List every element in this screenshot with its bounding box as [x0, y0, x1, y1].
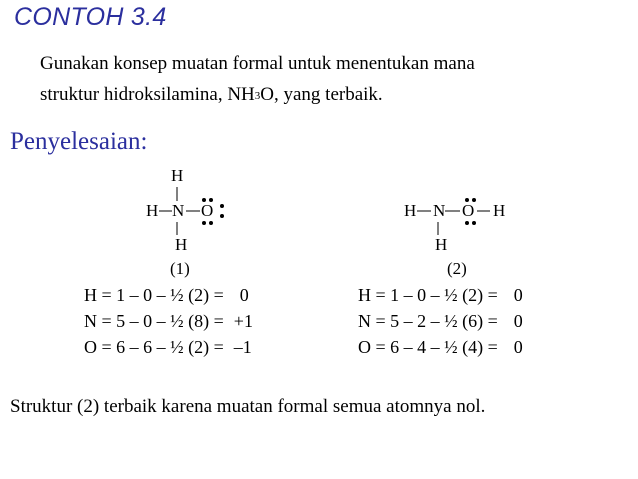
calc-row: [358, 334, 523, 360]
slide-title: CONTOH 3.4: [14, 3, 167, 31]
calc-expression: H = 1 – 0 – ½ (2) =: [358, 285, 498, 305]
atom-h-top: H: [171, 166, 184, 185]
problem-text: struktur hidroksilamina, NH: [40, 84, 255, 105]
problem-statement: [40, 48, 475, 113]
atom-h-left: H: [146, 201, 159, 220]
atom-h-left: H: [404, 201, 417, 220]
atom-h-bottom: H: [175, 235, 188, 254]
calc-result: –1: [233, 337, 252, 357]
formula-subscript: 3: [254, 90, 261, 102]
atom-n: N: [433, 201, 446, 220]
calc-expression: O = 6 – 6 – ½ (2) =: [84, 337, 224, 357]
calc-result: 0: [513, 311, 523, 331]
calc-result: 0: [513, 337, 523, 357]
structure-label-2: (2): [447, 259, 467, 278]
calc-result: 0: [239, 285, 249, 305]
calc-result: +1: [233, 311, 253, 331]
atom-h-bottom: H: [435, 235, 448, 254]
calc-row: [84, 282, 253, 308]
problem-text-end: O, yang terbaik.: [260, 84, 383, 105]
calc-expression: H = 1 – 0 – ½ (2) =: [84, 285, 224, 305]
calc-row: [358, 308, 523, 334]
conclusion-text: Struktur (2) terbaik karena muatan formal semua atomnya nol.: [10, 396, 486, 417]
calc-expression: N = 5 – 0 – ½ (8) =: [84, 311, 224, 331]
atom-o: O: [462, 201, 475, 220]
structure-label-1: (1): [170, 259, 190, 278]
formal-charge-calc-1: [84, 282, 253, 360]
atom-n: N: [172, 201, 185, 220]
calc-row: [84, 308, 253, 334]
calc-row: [84, 334, 253, 360]
atom-o: O: [201, 201, 214, 220]
calc-result: 0: [513, 285, 523, 305]
lewis-structure-2: [400, 166, 520, 278]
problem-line-2: [40, 79, 475, 113]
lewis-structure-1: [140, 166, 250, 278]
formal-charge-calc-2: [358, 282, 523, 360]
atom-h-right: H: [493, 201, 506, 220]
calc-expression: O = 6 – 4 – ½ (4) =: [358, 337, 498, 357]
problem-line-1: Gunakan konsep muatan formal untuk menentukan mana: [40, 53, 475, 74]
calc-row: [358, 282, 523, 308]
bond-lines-1: [140, 166, 250, 278]
solution-heading: Penyelesaian:: [10, 128, 148, 155]
calc-expression: N = 5 – 2 – ½ (6) =: [358, 311, 498, 331]
